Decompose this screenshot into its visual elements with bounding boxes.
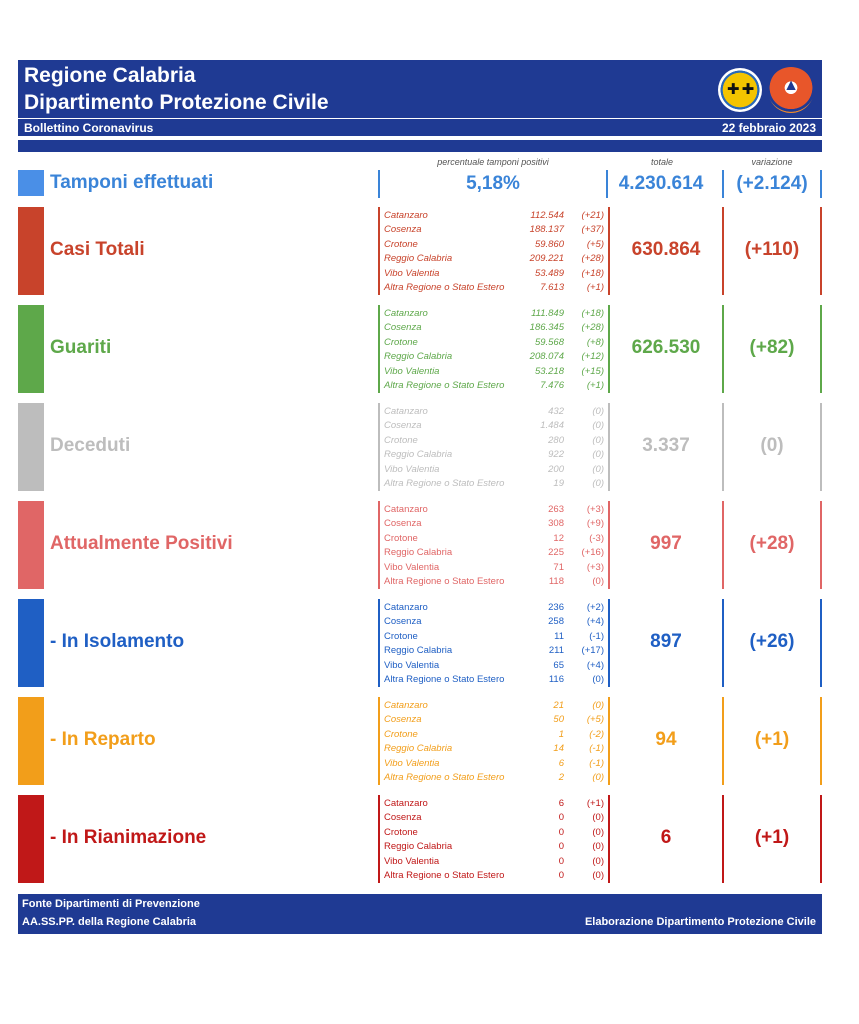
section-total: 6 — [660, 827, 672, 848]
province-delta: (+28) — [581, 322, 604, 334]
province-value: 53.489 — [534, 267, 564, 279]
province-name: Altra Regione o Stato Estero — [384, 380, 505, 391]
province-row — [384, 380, 604, 394]
province-name: Vibo Valentia — [384, 659, 440, 671]
province-value: 7.613 — [540, 282, 564, 293]
province-delta: (-1) — [589, 743, 604, 755]
province-name: Vibo Valentia — [384, 463, 440, 475]
section-5 — [18, 697, 822, 785]
province-name: Reggio Calabria — [384, 449, 453, 461]
province-name: Catanzaro — [384, 700, 428, 711]
province-value: 208.074 — [529, 351, 564, 363]
province-delta: (-1) — [589, 630, 604, 642]
province-name: Cosenza — [384, 420, 422, 432]
province-value: 14 — [553, 743, 564, 755]
province-delta: (+2) — [586, 602, 604, 613]
province-name: Cosenza — [384, 322, 422, 334]
section-label: - In Rianimazione — [50, 827, 207, 848]
province-name: Altra Regione o Stato Estero — [384, 576, 505, 587]
section-total: 630.864 — [631, 239, 701, 260]
section-total: 997 — [650, 533, 682, 554]
section-variation: (+110) — [722, 207, 822, 295]
province-name: Catanzaro — [384, 210, 428, 221]
province-name: Altra Regione o Stato Estero — [384, 674, 505, 685]
province-row — [384, 210, 604, 224]
province-breakdown — [378, 403, 610, 491]
section-1 — [18, 305, 822, 393]
section-total: 897 — [650, 631, 682, 652]
province-name: Cosenza — [384, 224, 422, 236]
province-value: 111.849 — [531, 308, 564, 319]
footer-source-line2: AA.SS.PP. della Regione Calabria — [22, 916, 197, 928]
province-delta: (0) — [592, 449, 604, 461]
province-name: Cosenza — [384, 812, 422, 824]
column-header-total: totale — [650, 157, 674, 167]
section-6 — [18, 795, 822, 883]
province-row — [384, 518, 604, 532]
province-delta: (0) — [592, 576, 604, 587]
province-name: Cosenza — [384, 518, 422, 530]
province-delta: (+4) — [586, 616, 604, 628]
province-breakdown — [378, 697, 610, 785]
section-label: Guariti — [50, 337, 112, 358]
province-name: Crotone — [384, 336, 418, 348]
section-0 — [18, 207, 822, 295]
separator-bar — [18, 140, 822, 152]
province-value: 19 — [553, 478, 564, 489]
province-value: 0 — [558, 841, 564, 853]
province-value: 50 — [553, 714, 564, 726]
tamponi-label: Tamponi effettuati — [50, 172, 214, 193]
province-name: Altra Regione o Stato Estero — [384, 772, 505, 783]
province-name: Vibo Valentia — [384, 855, 440, 867]
footer-credit: Elaborazione Dipartimento Protezione Civile — [584, 916, 816, 928]
province-value: 209.221 — [529, 253, 564, 265]
province-value: 236 — [548, 602, 564, 613]
province-delta: (+3) — [586, 561, 604, 573]
header-subrow — [18, 118, 822, 136]
province-delta: (+16) — [581, 547, 604, 559]
header-title: Regione Calabria — [24, 64, 196, 87]
province-value: 1.484 — [540, 420, 564, 432]
province-name: Catanzaro — [384, 406, 428, 417]
province-row — [384, 827, 604, 841]
province-row — [384, 772, 604, 786]
province-row — [384, 841, 604, 855]
province-row — [384, 547, 604, 561]
section-color-bar — [18, 795, 44, 883]
province-delta: (+5) — [586, 714, 604, 726]
province-value: 65 — [553, 659, 564, 671]
province-value: 258 — [548, 616, 564, 628]
province-value: 2 — [558, 772, 564, 783]
province-name: Reggio Calabria — [384, 645, 453, 657]
province-row — [384, 631, 604, 645]
province-name: Crotone — [384, 238, 418, 250]
section-variation: (+26) — [722, 599, 822, 687]
province-value: 11 — [554, 630, 564, 642]
province-breakdown — [378, 305, 610, 393]
province-delta: (+18) — [581, 267, 604, 279]
province-row — [384, 253, 604, 267]
province-value: 0 — [558, 855, 564, 867]
province-delta: (0) — [592, 826, 604, 838]
section-variation: (+1) — [722, 795, 822, 883]
regione-calabria-logo-icon — [718, 68, 762, 112]
section-label: - In Reparto — [50, 729, 156, 750]
province-delta: (+1) — [586, 282, 604, 293]
province-value: 211 — [548, 645, 564, 657]
province-row — [384, 700, 604, 714]
bulletin-title: Bollettino Coronavirus — [24, 121, 154, 135]
tamponi-row — [18, 166, 822, 200]
province-name: Crotone — [384, 826, 418, 838]
column-header-perc: percentuale tamponi positivi — [437, 157, 549, 167]
province-value: 922 — [548, 449, 564, 461]
province-row — [384, 268, 604, 282]
province-delta: (+1) — [586, 798, 604, 809]
province-value: 59.860 — [534, 238, 564, 250]
section-total: 626.530 — [631, 337, 701, 358]
province-row — [384, 435, 604, 449]
province-name: Reggio Calabria — [384, 351, 453, 363]
province-row — [384, 464, 604, 478]
province-name: Vibo Valentia — [384, 757, 440, 769]
province-value: 200 — [548, 463, 564, 475]
footer-source-line1: Fonte Dipartimenti di Prevenzione — [22, 898, 200, 910]
province-name: Catanzaro — [384, 308, 428, 319]
province-name: Reggio Calabria — [384, 841, 453, 853]
section-color-bar — [18, 207, 44, 295]
province-breakdown — [378, 207, 610, 295]
province-row — [384, 645, 604, 659]
province-name: Crotone — [384, 434, 418, 446]
province-value: 21 — [553, 700, 564, 711]
province-delta: (+1) — [586, 380, 604, 391]
province-name: Altra Regione o Stato Estero — [384, 870, 505, 881]
province-name: Vibo Valentia — [384, 561, 440, 573]
province-name: Vibo Valentia — [384, 365, 440, 377]
province-delta: (0) — [592, 855, 604, 867]
section-label: Casi Totali — [50, 239, 145, 260]
province-value: 186.345 — [529, 322, 564, 334]
province-delta: (+17) — [581, 645, 604, 657]
protezione-civile-logo-icon — [768, 67, 814, 113]
province-row — [384, 729, 604, 743]
province-row — [384, 616, 604, 630]
province-row — [384, 337, 604, 351]
province-value: 7.476 — [540, 380, 564, 391]
province-delta: (-2) — [589, 728, 604, 740]
province-row — [384, 366, 604, 380]
column-header-variation: variazione — [751, 157, 793, 167]
section-color-bar — [18, 403, 44, 491]
province-value: 0 — [558, 812, 564, 824]
province-row — [384, 282, 604, 296]
header-banner — [18, 60, 822, 136]
province-delta: (0) — [592, 772, 604, 783]
province-row — [384, 856, 604, 870]
section-color-bar — [18, 697, 44, 785]
section-total: 94 — [655, 729, 677, 750]
province-value: 71 — [553, 561, 564, 573]
header-department: Dipartimento Protezione Civile — [24, 91, 329, 114]
province-delta: (0) — [592, 812, 604, 824]
province-row — [384, 478, 604, 492]
province-row — [384, 576, 604, 590]
section-color-bar — [18, 501, 44, 589]
province-row — [384, 870, 604, 884]
province-value: 53.218 — [534, 365, 564, 377]
province-delta: (0) — [592, 420, 604, 432]
province-value: 263 — [548, 504, 564, 515]
province-row — [384, 351, 604, 365]
province-delta: (0) — [592, 674, 604, 685]
province-delta: (+15) — [581, 365, 604, 377]
province-value: 0 — [558, 870, 564, 881]
section-variation: (0) — [722, 403, 822, 491]
province-name: Altra Regione o Stato Estero — [384, 478, 505, 489]
province-delta: (0) — [592, 700, 604, 711]
province-row — [384, 449, 604, 463]
province-row — [384, 322, 604, 336]
province-delta: (+18) — [581, 308, 604, 319]
section-color-bar — [18, 305, 44, 393]
province-name: Catanzaro — [384, 602, 428, 613]
province-delta: (+37) — [581, 224, 604, 236]
province-delta: (0) — [592, 841, 604, 853]
section-variation: (+82) — [722, 305, 822, 393]
province-breakdown — [378, 501, 610, 589]
province-name: Altra Regione o Stato Estero — [384, 282, 505, 293]
province-row — [384, 602, 604, 616]
bulletin-date: 22 febbraio 2023 — [721, 121, 816, 135]
province-delta: (-1) — [589, 757, 604, 769]
province-delta: (-3) — [589, 532, 604, 544]
tamponi-variation: (+2.124) — [722, 170, 822, 198]
section-total: 3.337 — [642, 435, 690, 456]
header-logos — [718, 64, 814, 116]
province-name: Crotone — [384, 532, 418, 544]
province-row — [384, 224, 604, 238]
province-value: 6 — [558, 757, 564, 769]
tamponi-percentage: 5,18% — [378, 170, 608, 198]
province-row — [384, 758, 604, 772]
province-row — [384, 812, 604, 826]
province-value: 118 — [548, 576, 564, 587]
province-name: Reggio Calabria — [384, 253, 453, 265]
province-delta: (0) — [592, 870, 604, 881]
province-delta: (0) — [592, 478, 604, 489]
province-delta: (+5) — [586, 238, 604, 250]
province-delta: (+12) — [581, 351, 604, 363]
province-name: Reggio Calabria — [384, 743, 453, 755]
section-variation: (+28) — [722, 501, 822, 589]
province-row — [384, 660, 604, 674]
province-row — [384, 674, 604, 688]
section-variation: (+1) — [722, 697, 822, 785]
province-delta: (+8) — [586, 336, 604, 348]
province-row — [384, 743, 604, 757]
province-delta: (+9) — [586, 518, 604, 530]
province-name: Crotone — [384, 630, 418, 642]
province-delta: (+21) — [581, 210, 604, 221]
province-name: Reggio Calabria — [384, 547, 453, 559]
province-value: 59.568 — [534, 336, 564, 348]
province-delta: (+4) — [586, 659, 604, 671]
section-label: Attualmente Positivi — [50, 533, 233, 554]
province-row — [384, 533, 604, 547]
province-name: Vibo Valentia — [384, 267, 440, 279]
province-value: 280 — [548, 434, 564, 446]
province-value: 1 — [558, 728, 564, 740]
section-3 — [18, 501, 822, 589]
section-color-bar — [18, 599, 44, 687]
province-value: 188.137 — [529, 224, 564, 236]
section-label: Deceduti — [50, 435, 131, 456]
province-value: 12 — [553, 532, 564, 544]
tamponi-color-square — [18, 170, 44, 196]
province-name: Crotone — [384, 728, 418, 740]
section-label: - In Isolamento — [50, 631, 185, 652]
province-value: 6 — [558, 798, 564, 809]
province-row — [384, 504, 604, 518]
province-value: 0 — [558, 826, 564, 838]
section-2 — [18, 403, 822, 491]
province-breakdown — [378, 795, 610, 883]
tamponi-total: 4.230.614 — [618, 173, 704, 194]
province-name: Cosenza — [384, 714, 422, 726]
province-delta: (0) — [592, 463, 604, 475]
province-row — [384, 406, 604, 420]
province-row — [384, 308, 604, 322]
province-value: 225 — [548, 547, 564, 559]
province-value: 116 — [548, 674, 564, 685]
province-row — [384, 798, 604, 812]
section-4 — [18, 599, 822, 687]
province-delta: (0) — [592, 406, 604, 417]
province-delta: (+3) — [586, 504, 604, 515]
province-breakdown — [378, 599, 610, 687]
footer-banner — [18, 894, 822, 934]
province-value: 112.544 — [530, 210, 564, 221]
province-delta: (0) — [592, 434, 604, 446]
province-row — [384, 420, 604, 434]
province-name: Catanzaro — [384, 504, 428, 515]
province-value: 432 — [548, 406, 564, 417]
province-name: Cosenza — [384, 616, 422, 628]
province-name: Catanzaro — [384, 798, 428, 809]
province-value: 308 — [548, 518, 564, 530]
province-row — [384, 562, 604, 576]
province-row — [384, 239, 604, 253]
province-row — [384, 714, 604, 728]
province-delta: (+28) — [581, 253, 604, 265]
